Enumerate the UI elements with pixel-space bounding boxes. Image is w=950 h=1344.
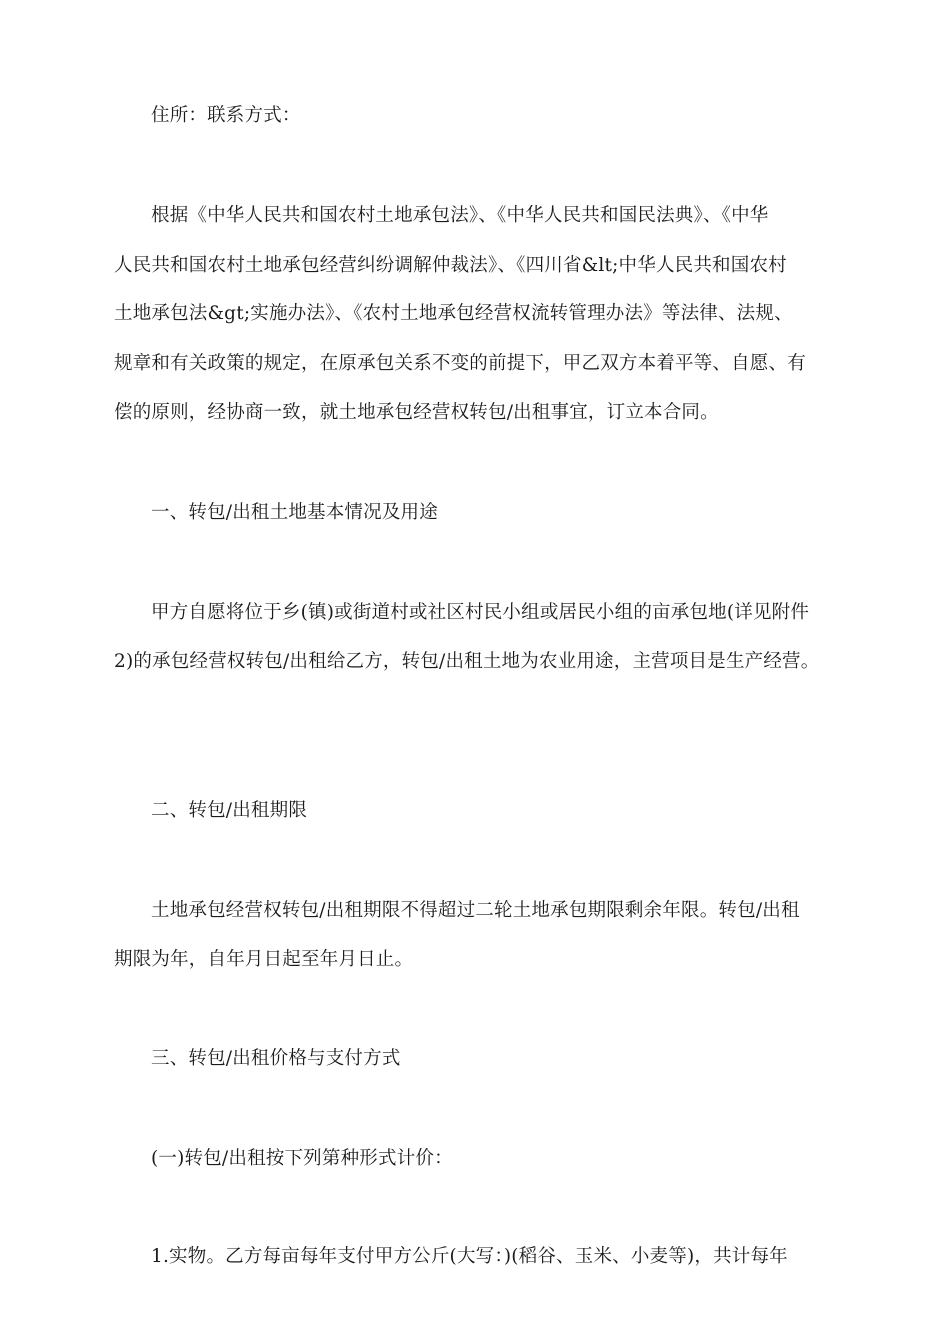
- section-3-subsection-1: (一)转包/出租按下列第种形式计价：: [151, 1148, 453, 1169]
- preamble-line-2: 人民共和国农村土地承包经营纠纷调解仲裁法》、《四川省&lt;中华人民共和国农村: [114, 255, 787, 276]
- section-2-title: 二、转包/出租期限: [151, 800, 308, 821]
- preamble-line-5: 偿的原则，经协商一致，就土地承包经营权转包/出租事宜，订立本合同。: [114, 402, 719, 423]
- section-3-item-1: 1.实物。乙方每亩每年支付甲方公斤(大写：)(稻谷、玉米、小麦等)，共计每年: [151, 1246, 788, 1267]
- section-1-body-line-1: 甲方自愿将位于乡(镇)或街道村或社区村民小组或居民小组的亩承包地(详见附件: [151, 602, 810, 623]
- preamble-line-1: 根据《中华人民共和国农村土地承包法》、《中华人民共和国民法典》、《中华: [151, 205, 769, 226]
- preamble-line-4: 规章和有关政策的规定，在原承包关系不变的前提下，甲乙双方本着平等、自愿、有: [114, 353, 806, 374]
- section-2-body-line-1: 土地承包经营权转包/出租期限不得超过二轮土地承包期限剩余年限。转包/出租: [151, 900, 800, 921]
- section-3-title: 三、转包/出租价格与支付方式: [151, 1048, 401, 1069]
- section-2-body-line-2: 期限为年，自年月日起至年月日止。: [114, 949, 414, 970]
- contact-line: 住所：联系方式：: [151, 105, 301, 126]
- preamble-line-3: 土地承包法&gt;实施办法》、《农村土地承包经营权流转管理办法》等法律、法规、: [114, 303, 793, 324]
- section-1-body-line-2: 2)的承包经营权转包/出租给乙方，转包/出租土地为农业用途，主营项目是生产经营。: [114, 651, 820, 672]
- section-1-title: 一、转包/出租土地基本情况及用途: [151, 502, 438, 523]
